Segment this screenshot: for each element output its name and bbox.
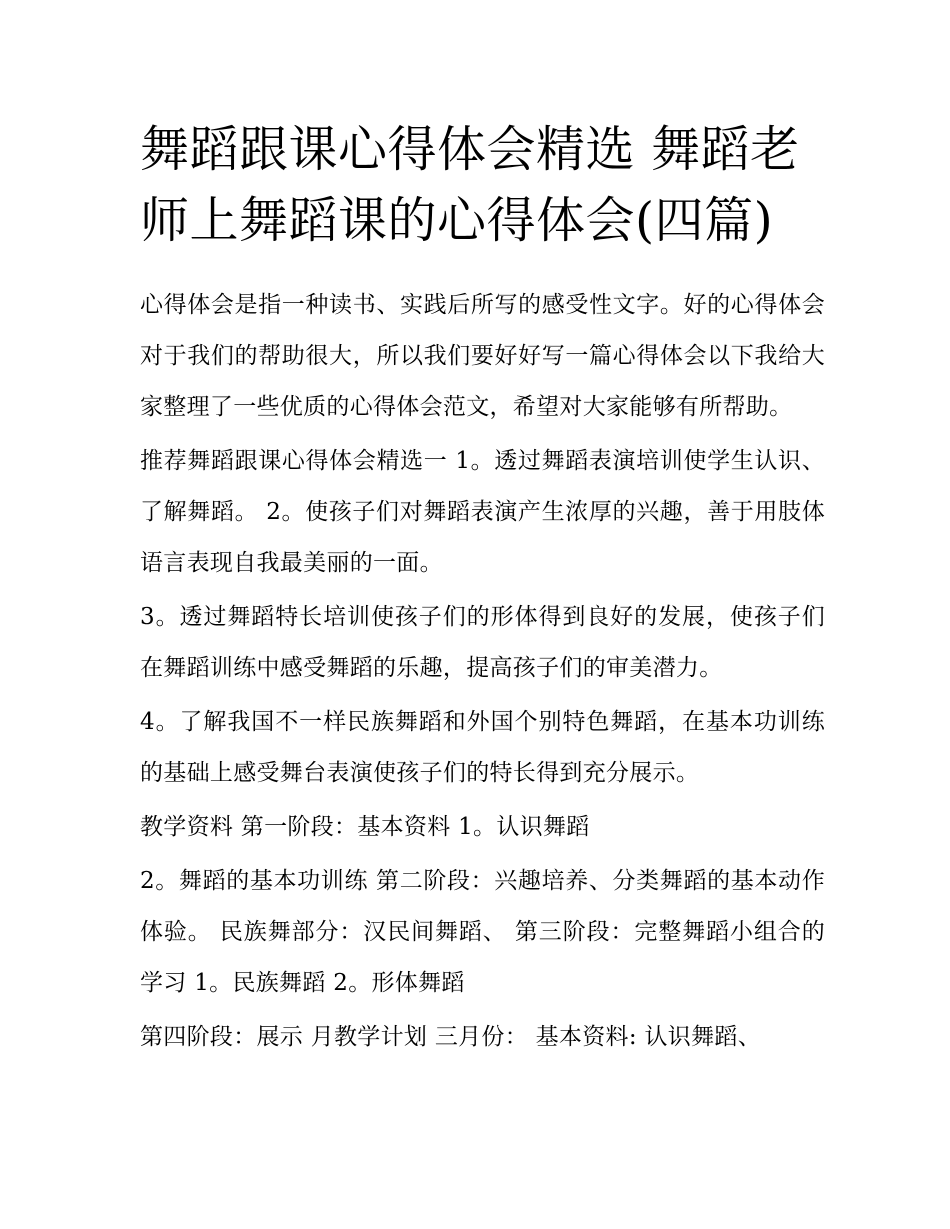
paragraph-intro: 心得体会是指一种读书、实践后所写的感受性文字。好的心得体会对于我们的帮助很大，所以我们要好好写一篇心得体会以下我给大家整理了一些优质的心得体会范文，希望对大家能够有所帮助。 [140,292,825,420]
paragraph-stage-four: 第四阶段：展示 月教学计划 三月份： 基本资料: 认识舞蹈、 [140,1024,761,1050]
paragraph-point-four: 4。了解我国不一样民族舞蹈和外国个别特色舞蹈，在基本功训练的基础上感受舞台表演使孩子们的特长得到充分展示。 [140,709,825,786]
document-body [140,280,825,1066]
paragraph-teaching-materials: 教学资料 第一阶段：基本资料 1。认识舞蹈 [140,814,590,840]
paragraph-section-one: 推荐舞蹈跟课心得体会精选一 1。透过舞蹈表演培训使学生认识、了解舞蹈。 2。使孩子们对舞蹈表演产生浓厚的兴趣，善于用肢体语言表现自我最美丽的一面。 [140,448,825,576]
paragraph-stage-two-three: 2。舞蹈的基本功训练 第二阶段：兴趣培养、分类舞蹈的基本动作体验。 民族舞部分：汉民间舞蹈、 第三阶段：完整舞蹈小组合的学习 1。民族舞蹈 2。形体舞蹈 [140,868,825,996]
paragraph-point-three: 3。透过舞蹈特长培训使孩子们的形体得到良好的发展，使孩子们在舞蹈训练中感受舞蹈的乐趣，提高孩子们的审美潜力。 [140,604,825,681]
document-title: 舞蹈跟课心得体会精选 舞蹈老师上舞蹈课的心得体会(四篇) [140,121,800,249]
